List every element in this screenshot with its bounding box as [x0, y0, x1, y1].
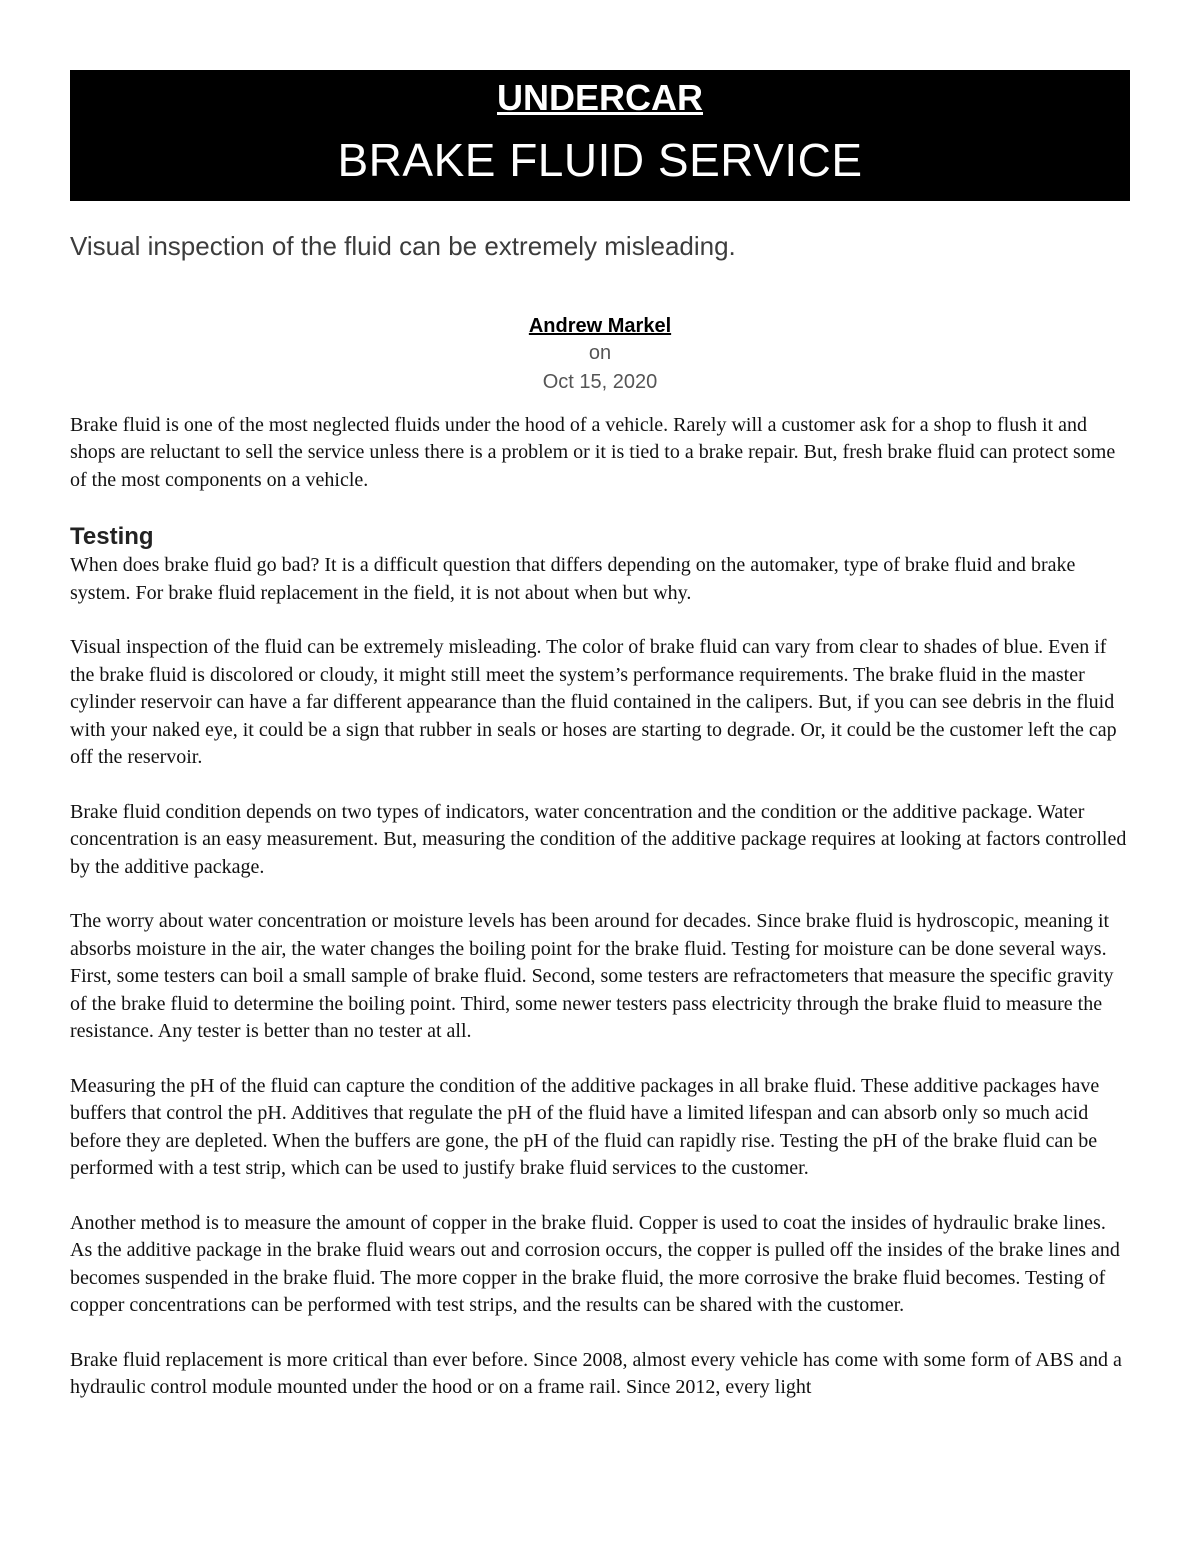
document-page [70, 70, 1130, 1402]
byline-on: on [588, 342, 612, 364]
body-paragraph: Brake fluid condition depends on two types of indicators, water concentration and the condition or the additive package. Water concentration is an easy measurement. But, measuring the condition of the additive package requires at looking at factors controlled by the additive package. [70, 800, 1127, 878]
intro-paragraph: Brake fluid is one of the most neglected fluids under the hood of a vehicle. Rarely will a customer ask for a shop to flush it and shops are reluctant to sell the service unless there is a problem or it is tied to a brake repair. But, fresh brake fluid can protect some of the most components on a vehicle. [70, 414, 1116, 491]
body-paragraph: Measuring the pH of the fluid can capture the condition of the additive packages in all brake fluid. These additive packages have buffers that control the pH. Additives that regulate the pH of the fluid have a limited lifespan and can absorb only so much acid before they are depleted. When the buffers are gone, the pH of the fluid can rapidly rise. Testing the pH of the brake fluid can be performed with a test strip, which can be used to justify brake fluid services to the customer. [70, 1074, 1100, 1180]
body-paragraph: Another method is to measure the amount of copper in the brake fluid. Copper is used to coat the insides of hydraulic brake lines. As the additive package in the brake fluid wears out and corrosion occurs, the copper is pulled off the insides of the brake lines and becomes suspended in the brake fluid. The more copper in the brake fluid, the more corrosive the brake fluid becomes. Testing of copper concentrations can be performed with test strips, and the results can be shared with the customer. [70, 1211, 1120, 1317]
article-title: BRAKE FLUID SERVICE [337, 134, 863, 186]
article-subtitle: Visual inspection of the fluid can be extremely misleading. [70, 231, 736, 261]
publish-date: Oct 15, 2020 [542, 371, 658, 393]
body-paragraph: Visual inspection of the fluid can be extremely misleading. The color of brake fluid can vary from clear to shades of blue. Even if the brake fluid is discolored or cloudy, it might still meet the system’s performance requirements. The brake fluid in the master cylinder reservoir can have a far different appearance than the fluid contained in the calipers. But, if you can see debris in the fluid with your naked eye, it could be a sign that rubber in seals or hoses are starting to degrade. Or, it could be the customer left the cap off the reservoir. [70, 636, 1117, 769]
section-kicker: UNDERCAR [497, 77, 703, 118]
body-paragraph: When does brake fluid go bad? It is a difficult question that differs depending on the automaker, type of brake fluid and brake system. For brake fluid replacement in the field, it is not about when but why. [70, 554, 1076, 604]
section-heading: Testing [70, 523, 154, 551]
body-paragraph: The worry about water concentration or moisture levels has been around for decades. Since brake fluid is hydroscopic, meaning it absorbs moisture in the air, the water changes the boiling point for the brake fluid. Testing for moisture can be done several ways. First, some testers can boil a small sample of brake fluid. Second, some testers are refractometers that measure the specific gravity of the brake fluid to determine the boiling point. Third, some newer testers pass electricity through the brake fluid to measure the resistance. Any tester is better than no tester at all. [70, 910, 1114, 1043]
title-banner [70, 70, 1130, 201]
byline [70, 313, 1130, 396]
author-name: Andrew Markel [528, 315, 672, 337]
body-paragraph: Brake fluid replacement is more critical than ever before. Since 2008, almost every vehicle has come with some form of ABS and a hydraulic control module mounted under the hood or on a frame rail. Since 2012, every light [70, 1348, 1122, 1399]
section-body [70, 552, 1130, 1402]
